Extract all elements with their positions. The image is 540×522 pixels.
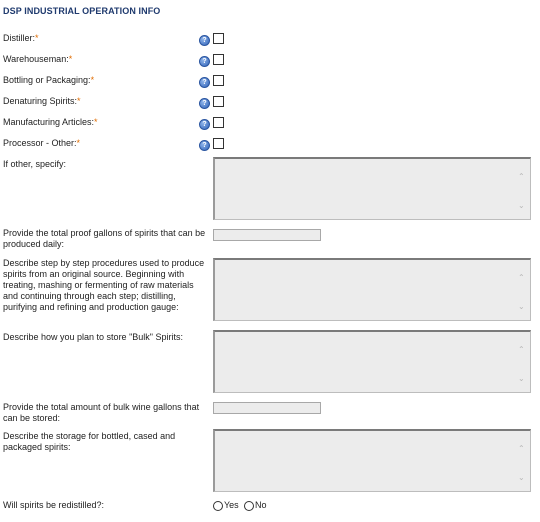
required-asterisk: * — [90, 75, 95, 85]
field-label: Warehouseman: — [3, 54, 69, 64]
field-label: Bottling or Packaging: — [3, 75, 91, 85]
bottling-checkbox[interactable] — [213, 75, 224, 86]
scroll-down-icon[interactable]: ⌄ — [518, 473, 525, 482]
required-asterisk: * — [35, 33, 39, 43]
bottled-storage-label: Describe the storage for bottled, cased and packaged spirits: — [3, 431, 176, 452]
scroll-up-icon[interactable]: ⌃ — [518, 345, 525, 354]
required-asterisk: * — [94, 117, 98, 127]
processor-other-checkbox[interactable] — [213, 138, 224, 149]
help-icon[interactable]: ? — [199, 119, 210, 130]
wine-gallons-label: Provide the total amount of bulk wine gallons that can be stored: — [3, 402, 200, 423]
scroll-up-icon[interactable]: ⌃ — [518, 444, 525, 453]
manufacturing-checkbox[interactable] — [213, 117, 224, 128]
denaturing-checkbox[interactable] — [213, 96, 224, 107]
scroll-down-icon[interactable]: ⌄ — [518, 201, 525, 210]
help-icon[interactable]: ? — [199, 140, 210, 151]
warehouseman-checkbox[interactable] — [213, 54, 224, 65]
wine-gallons-input[interactable] — [213, 402, 321, 414]
section-title: DSP INDUSTRIAL OPERATION INFO — [3, 6, 161, 16]
required-asterisk: * — [76, 138, 81, 148]
required-asterisk: * — [68, 54, 73, 64]
help-icon[interactable]: ? — [199, 77, 210, 88]
other-specify-textarea[interactable] — [213, 157, 531, 220]
field-label: Processor - Other: — [3, 138, 77, 148]
bulk-storage-textarea[interactable] — [213, 330, 531, 393]
proof-gallons-input[interactable] — [213, 229, 321, 241]
scroll-down-icon[interactable]: ⌄ — [518, 302, 525, 311]
procedures-label: Describe step by step procedures used to produce spirits from an original source. Beginning with treating, mashing or fermenting of raw materials and continuing through each step; distilling, purifying and refining and production gauge: — [3, 258, 205, 312]
distiller-checkbox[interactable] — [213, 33, 224, 44]
redistilled-no-label[interactable]: No — [255, 500, 267, 510]
help-icon[interactable]: ? — [199, 35, 210, 46]
scroll-down-icon[interactable]: ⌄ — [518, 374, 525, 383]
bulk-storage-label: Describe how you plan to store "Bulk" Spirits: — [3, 332, 183, 342]
redistilled-no-radio[interactable] — [244, 501, 254, 511]
redistilled-label: Will spirits be redistilled?: — [3, 500, 105, 510]
help-icon[interactable]: ? — [199, 98, 210, 109]
field-label: Denaturing Spirits: — [3, 96, 78, 106]
proof-gallons-label: Provide the total proof gallons of spirits that can be produced daily: — [3, 228, 206, 249]
field-label: Manufacturing Articles: — [3, 117, 95, 127]
scroll-up-icon[interactable]: ⌃ — [518, 273, 525, 282]
procedures-textarea[interactable] — [213, 258, 531, 321]
bottled-storage-textarea[interactable] — [213, 429, 531, 492]
field-label: Distiller: — [3, 33, 36, 43]
help-icon[interactable]: ? — [199, 56, 210, 67]
other-specify-label: If other, specify: — [3, 159, 67, 169]
required-asterisk: * — [77, 96, 81, 106]
redistilled-yes-label[interactable]: Yes — [224, 500, 239, 510]
redistilled-yes-radio[interactable] — [213, 501, 223, 511]
scroll-up-icon[interactable]: ⌃ — [518, 172, 525, 181]
